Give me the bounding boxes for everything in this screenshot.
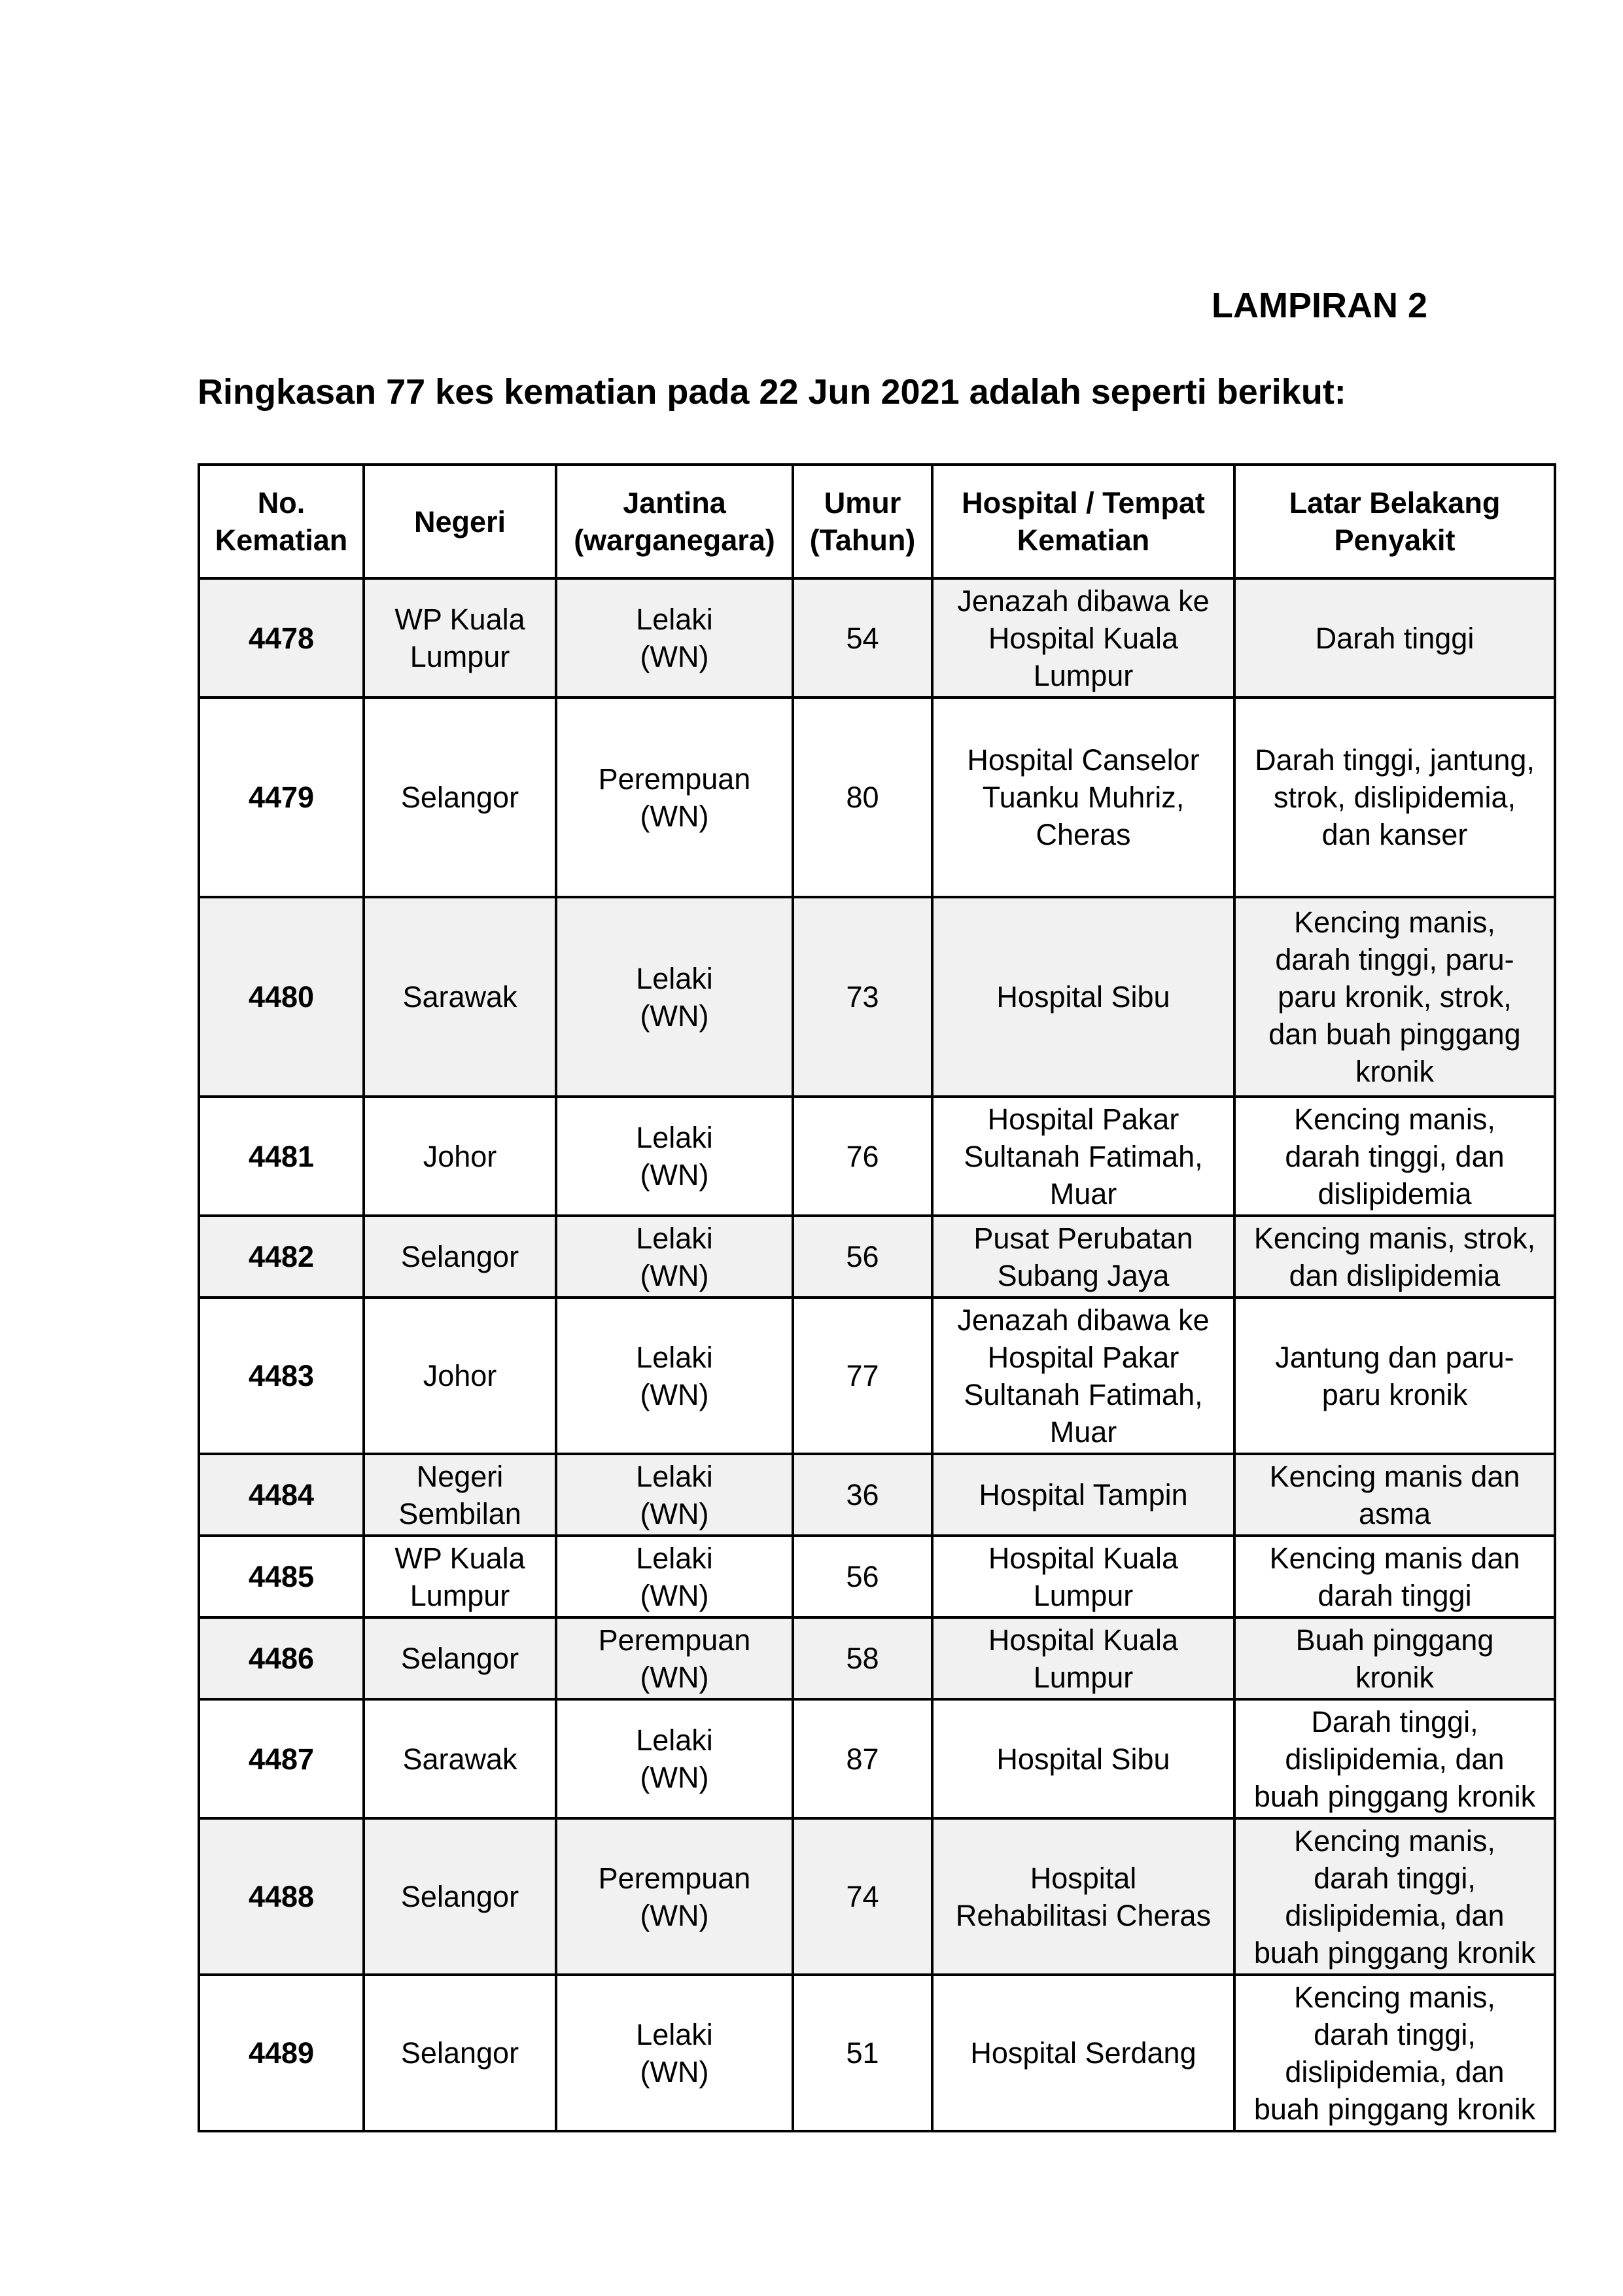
cell-text: (WN)	[640, 1898, 709, 1932]
cell-text: Subang Jaya	[997, 1258, 1170, 1292]
cell-jantina	[556, 1454, 793, 1536]
cell-umur	[793, 1536, 932, 1617]
cell-text: kronik	[1355, 1055, 1435, 1088]
table-row	[199, 1818, 1555, 1975]
cell-jantina	[556, 1298, 793, 1454]
cell-text: Lelaki	[636, 2017, 713, 2051]
cell-negeri	[364, 698, 556, 897]
cell-jantina	[556, 578, 793, 698]
cell-text: Hospital Sibu	[996, 980, 1170, 1014]
cell-penyakit	[1234, 1975, 1555, 2131]
table-row	[199, 897, 1555, 1097]
cell-text: 4483	[248, 1359, 315, 1392]
cell-penyakit	[1234, 1536, 1555, 1617]
cell-penyakit	[1234, 1298, 1555, 1454]
cell-text: Jantung dan paru-	[1275, 1340, 1514, 1374]
cell-text: (WN)	[640, 1377, 709, 1411]
cell-text: 4485	[248, 1560, 315, 1593]
cell-text: Lumpur	[410, 1578, 510, 1612]
cell-text: Lelaki	[636, 1221, 713, 1255]
cell-no	[199, 1818, 364, 1975]
cell-text: Hospital Kuala	[988, 1541, 1179, 1575]
cell-text: Muar	[1049, 1176, 1117, 1210]
cell-text: (WN)	[640, 1761, 709, 1794]
cell-no	[199, 1699, 364, 1818]
header-umur	[793, 465, 932, 578]
cell-text: (WN)	[640, 2055, 709, 2089]
cell-negeri	[364, 1216, 556, 1298]
cell-text: 77	[846, 1359, 879, 1392]
cell-text: Perempuan	[598, 1623, 751, 1657]
cell-text: Kencing manis, strok,	[1253, 1221, 1536, 1255]
cell-text: 54	[846, 621, 879, 655]
cell-text: dan kanser	[1321, 818, 1468, 851]
cell-umur	[793, 1699, 932, 1818]
cell-umur	[793, 1298, 932, 1454]
header-text: (Tahun)	[809, 523, 916, 557]
table-row	[199, 698, 1555, 897]
cell-jantina	[556, 1536, 793, 1617]
cell-negeri	[364, 897, 556, 1097]
cell-text: Lelaki	[636, 961, 713, 995]
cell-text: paru kronik, strok,	[1278, 980, 1512, 1014]
header-hospital	[932, 465, 1234, 578]
cell-text: Kencing manis,	[1294, 1824, 1495, 1858]
cell-umur	[793, 1097, 932, 1216]
cell-text: dislipidemia, dan	[1285, 1898, 1505, 1932]
cell-text: 87	[846, 1742, 879, 1776]
cell-umur	[793, 1454, 932, 1536]
cell-text: (WN)	[640, 1496, 709, 1530]
header-no-kematian	[199, 465, 364, 578]
cell-text: Jenazah dibawa ke	[957, 1303, 1210, 1337]
cell-jantina	[556, 897, 793, 1097]
cell-text: Kencing manis dan	[1269, 1459, 1520, 1493]
table-header-row	[199, 465, 1555, 578]
cell-text: dislipidemia, dan	[1285, 2055, 1505, 2089]
cell-hospital	[932, 1617, 1234, 1699]
cell-text: Hospital	[1030, 1861, 1137, 1895]
cell-penyakit	[1234, 698, 1555, 897]
header-text: Latar Belakang	[1289, 486, 1501, 520]
cell-text: Selangor	[400, 1642, 519, 1675]
cell-text: Lelaki	[636, 1459, 713, 1493]
cell-hospital	[932, 1097, 1234, 1216]
cell-text: Hospital Kuala	[988, 621, 1179, 655]
cell-text: Hospital Kuala	[988, 1623, 1179, 1657]
cell-text: 58	[846, 1642, 879, 1675]
table-row	[199, 1298, 1555, 1454]
header-text: (warganegara)	[574, 523, 775, 557]
cell-text: Kencing manis dan	[1269, 1541, 1520, 1575]
cell-penyakit	[1234, 1454, 1555, 1536]
cell-no	[199, 1454, 364, 1536]
cell-hospital	[932, 698, 1234, 897]
cell-text: 4478	[248, 621, 315, 655]
cell-text: Tuanku Muhriz,	[982, 781, 1185, 814]
appendix-heading: LAMPIRAN 2	[1211, 286, 1427, 325]
cell-text: Hospital Sibu	[996, 1742, 1170, 1776]
cell-hospital	[932, 1216, 1234, 1298]
cell-text: Darah tinggi	[1315, 621, 1475, 655]
cell-text: kronik	[1355, 1660, 1435, 1694]
cell-jantina	[556, 698, 793, 897]
cell-text: 4488	[248, 1880, 315, 1913]
cell-text: darah tinggi	[1318, 1578, 1472, 1612]
cell-text: Hospital Pakar	[987, 1340, 1179, 1374]
cell-penyakit	[1234, 1818, 1555, 1975]
table-body	[199, 578, 1555, 2131]
cell-hospital	[932, 1699, 1234, 1818]
cell-text: Johor	[423, 1139, 497, 1173]
cell-hospital	[932, 897, 1234, 1097]
cell-text: Hospital Tampin	[979, 1478, 1188, 1511]
table-row	[199, 1699, 1555, 1818]
cell-text: Lelaki	[636, 1723, 713, 1757]
cell-text: Cheras	[1036, 818, 1131, 851]
cell-jantina	[556, 1617, 793, 1699]
cell-text: 4482	[248, 1240, 315, 1273]
cell-text: 4489	[248, 2036, 315, 2070]
cell-text: (WN)	[640, 1158, 709, 1192]
cell-text: Lumpur	[1033, 1578, 1134, 1612]
cell-umur	[793, 1216, 932, 1298]
cell-jantina	[556, 1216, 793, 1298]
cell-text: darah tinggi,	[1314, 1861, 1476, 1895]
cell-hospital	[932, 1975, 1234, 2131]
cell-negeri	[364, 1699, 556, 1818]
cell-text: 4479	[248, 781, 315, 814]
cell-penyakit	[1234, 578, 1555, 698]
cell-negeri	[364, 1298, 556, 1454]
header-latar-belakang	[1234, 465, 1555, 578]
cell-jantina	[556, 1699, 793, 1818]
table-row	[199, 1216, 1555, 1298]
cell-text: 4480	[248, 980, 315, 1014]
cell-text: Selangor	[400, 1880, 519, 1913]
cell-umur	[793, 698, 932, 897]
cell-penyakit	[1234, 897, 1555, 1097]
cell-text: Kencing manis,	[1294, 906, 1495, 939]
cell-text: Lumpur	[1033, 658, 1134, 692]
cell-text: buah pinggang kronik	[1253, 2092, 1536, 2126]
cell-text: Rehabilitasi Cheras	[955, 1898, 1212, 1932]
header-text: Kematian	[215, 523, 348, 557]
cell-text: 74	[846, 1880, 879, 1913]
cell-text: Johor	[423, 1359, 497, 1392]
cell-text: 80	[846, 781, 879, 814]
cell-negeri	[364, 1617, 556, 1699]
cell-text: Muar	[1049, 1415, 1117, 1449]
cell-umur	[793, 897, 932, 1097]
cell-text: Selangor	[400, 781, 519, 814]
cell-text: Selangor	[400, 1240, 519, 1273]
cell-hospital	[932, 578, 1234, 698]
cell-no	[199, 897, 364, 1097]
cell-negeri	[364, 1454, 556, 1536]
cell-text: 4484	[248, 1478, 315, 1511]
table-row	[199, 1097, 1555, 1216]
cell-jantina	[556, 1975, 793, 2131]
cell-umur	[793, 1617, 932, 1699]
cell-text: buah pinggang kronik	[1253, 1935, 1536, 1969]
cell-no	[199, 1298, 364, 1454]
cell-text: Lelaki	[636, 1541, 713, 1575]
cell-text: darah tinggi, paru-	[1275, 943, 1514, 976]
cell-text: darah tinggi, dan	[1285, 1139, 1505, 1173]
cell-no	[199, 1536, 364, 1617]
cell-text: (WN)	[640, 998, 709, 1033]
cell-no	[199, 1216, 364, 1298]
cell-text: dan buah pinggang	[1268, 1017, 1521, 1051]
cell-text: Lelaki	[636, 603, 713, 636]
cell-text: Perempuan	[598, 762, 751, 796]
summary-title: Ringkasan 77 kes kematian pada 22 Jun 2021 adalah seperti berikut:	[198, 372, 1346, 412]
cell-text: Sarawak	[402, 980, 517, 1014]
cell-text: Hospital Pakar	[987, 1102, 1179, 1136]
cell-text: Selangor	[400, 2036, 519, 2070]
cell-text: Perempuan	[598, 1861, 751, 1895]
cell-penyakit	[1234, 1617, 1555, 1699]
table-row	[199, 1536, 1555, 1617]
cell-text: dan dislipidemia	[1289, 1258, 1501, 1292]
cell-text: strok, dislipidemia,	[1273, 781, 1516, 814]
cell-text: 56	[846, 1560, 879, 1593]
cell-text: WP Kuala	[394, 603, 525, 636]
cell-text: (WN)	[640, 1258, 709, 1292]
cell-hospital	[932, 1818, 1234, 1975]
cell-negeri	[364, 1536, 556, 1617]
cell-umur	[793, 1975, 932, 2131]
cell-umur	[793, 1818, 932, 1975]
header-jantina	[556, 465, 793, 578]
cell-text: Sultanah Fatimah,	[964, 1377, 1203, 1411]
cell-jantina	[556, 1818, 793, 1975]
cell-text: Lelaki	[636, 1121, 713, 1154]
cell-text: buah pinggang kronik	[1253, 1779, 1536, 1813]
cell-text: Lelaki	[636, 1340, 713, 1374]
cell-text: dislipidemia, dan	[1285, 1742, 1505, 1776]
cell-text: (WN)	[640, 799, 709, 833]
cell-no	[199, 1617, 364, 1699]
cell-penyakit	[1234, 1216, 1555, 1298]
cell-text: Hospital Canselor	[967, 743, 1200, 777]
header-text: Negeri	[413, 504, 506, 539]
cell-text: paru kronik	[1321, 1377, 1468, 1411]
cell-negeri	[364, 1975, 556, 2131]
cell-text: 4481	[248, 1139, 315, 1173]
cell-text: dislipidemia	[1318, 1176, 1472, 1210]
cell-hospital	[932, 1298, 1234, 1454]
cell-text: 76	[846, 1139, 879, 1173]
cell-text: Lumpur	[410, 640, 510, 673]
cell-no	[199, 1975, 364, 2131]
cell-negeri	[364, 578, 556, 698]
cell-text: (WN)	[640, 640, 709, 673]
cell-negeri	[364, 1818, 556, 1975]
cell-no	[199, 1097, 364, 1216]
cell-text: 51	[846, 2036, 879, 2070]
cell-text: 4486	[248, 1642, 315, 1675]
header-text: No.	[257, 486, 305, 520]
cell-text: 56	[846, 1240, 879, 1273]
cell-text: Sultanah Fatimah,	[964, 1139, 1203, 1173]
cell-text: asma	[1358, 1496, 1431, 1530]
header-text: Kematian	[1017, 523, 1150, 557]
cell-negeri	[364, 1097, 556, 1216]
table-row	[199, 1454, 1555, 1536]
cell-text: 36	[846, 1478, 879, 1511]
table-row	[199, 578, 1555, 698]
header-text: Hospital / Tempat	[962, 486, 1205, 520]
cell-hospital	[932, 1454, 1234, 1536]
cell-text: darah tinggi,	[1314, 2017, 1476, 2051]
cell-no	[199, 698, 364, 897]
table-row	[199, 1617, 1555, 1699]
cell-text: WP Kuala	[394, 1541, 525, 1575]
cell-text: Darah tinggi,	[1311, 1704, 1478, 1739]
header-text: Umur	[824, 486, 901, 520]
cell-text: Buah pinggang	[1295, 1623, 1494, 1657]
cell-text: 73	[846, 980, 879, 1014]
header-text: Penyakit	[1334, 523, 1456, 557]
cell-text: Pusat Perubatan	[973, 1221, 1193, 1255]
cell-text: Hospital Serdang	[970, 2036, 1196, 2070]
cell-text: Kencing manis,	[1294, 1102, 1495, 1136]
cell-text: Jenazah dibawa ke	[957, 584, 1210, 618]
cell-text: 4487	[248, 1742, 315, 1776]
cell-text: Sarawak	[402, 1742, 517, 1776]
cell-text: Negeri	[416, 1459, 504, 1493]
cell-umur	[793, 578, 932, 698]
cell-text: Darah tinggi, jantung,	[1255, 743, 1535, 777]
cell-no	[199, 578, 364, 698]
table-row	[199, 1975, 1555, 2131]
cell-text: (WN)	[640, 1660, 709, 1694]
cell-text: Kencing manis,	[1294, 1980, 1495, 2014]
cell-penyakit	[1234, 1699, 1555, 1818]
cell-text: Sembilan	[398, 1496, 521, 1530]
deaths-table	[198, 463, 1556, 2132]
cell-text: (WN)	[640, 1578, 709, 1612]
header-negeri	[364, 465, 556, 578]
cell-penyakit	[1234, 1097, 1555, 1216]
cell-jantina	[556, 1097, 793, 1216]
header-text: Jantina	[623, 486, 726, 520]
cell-hospital	[932, 1536, 1234, 1617]
cell-text: Lumpur	[1033, 1660, 1134, 1694]
